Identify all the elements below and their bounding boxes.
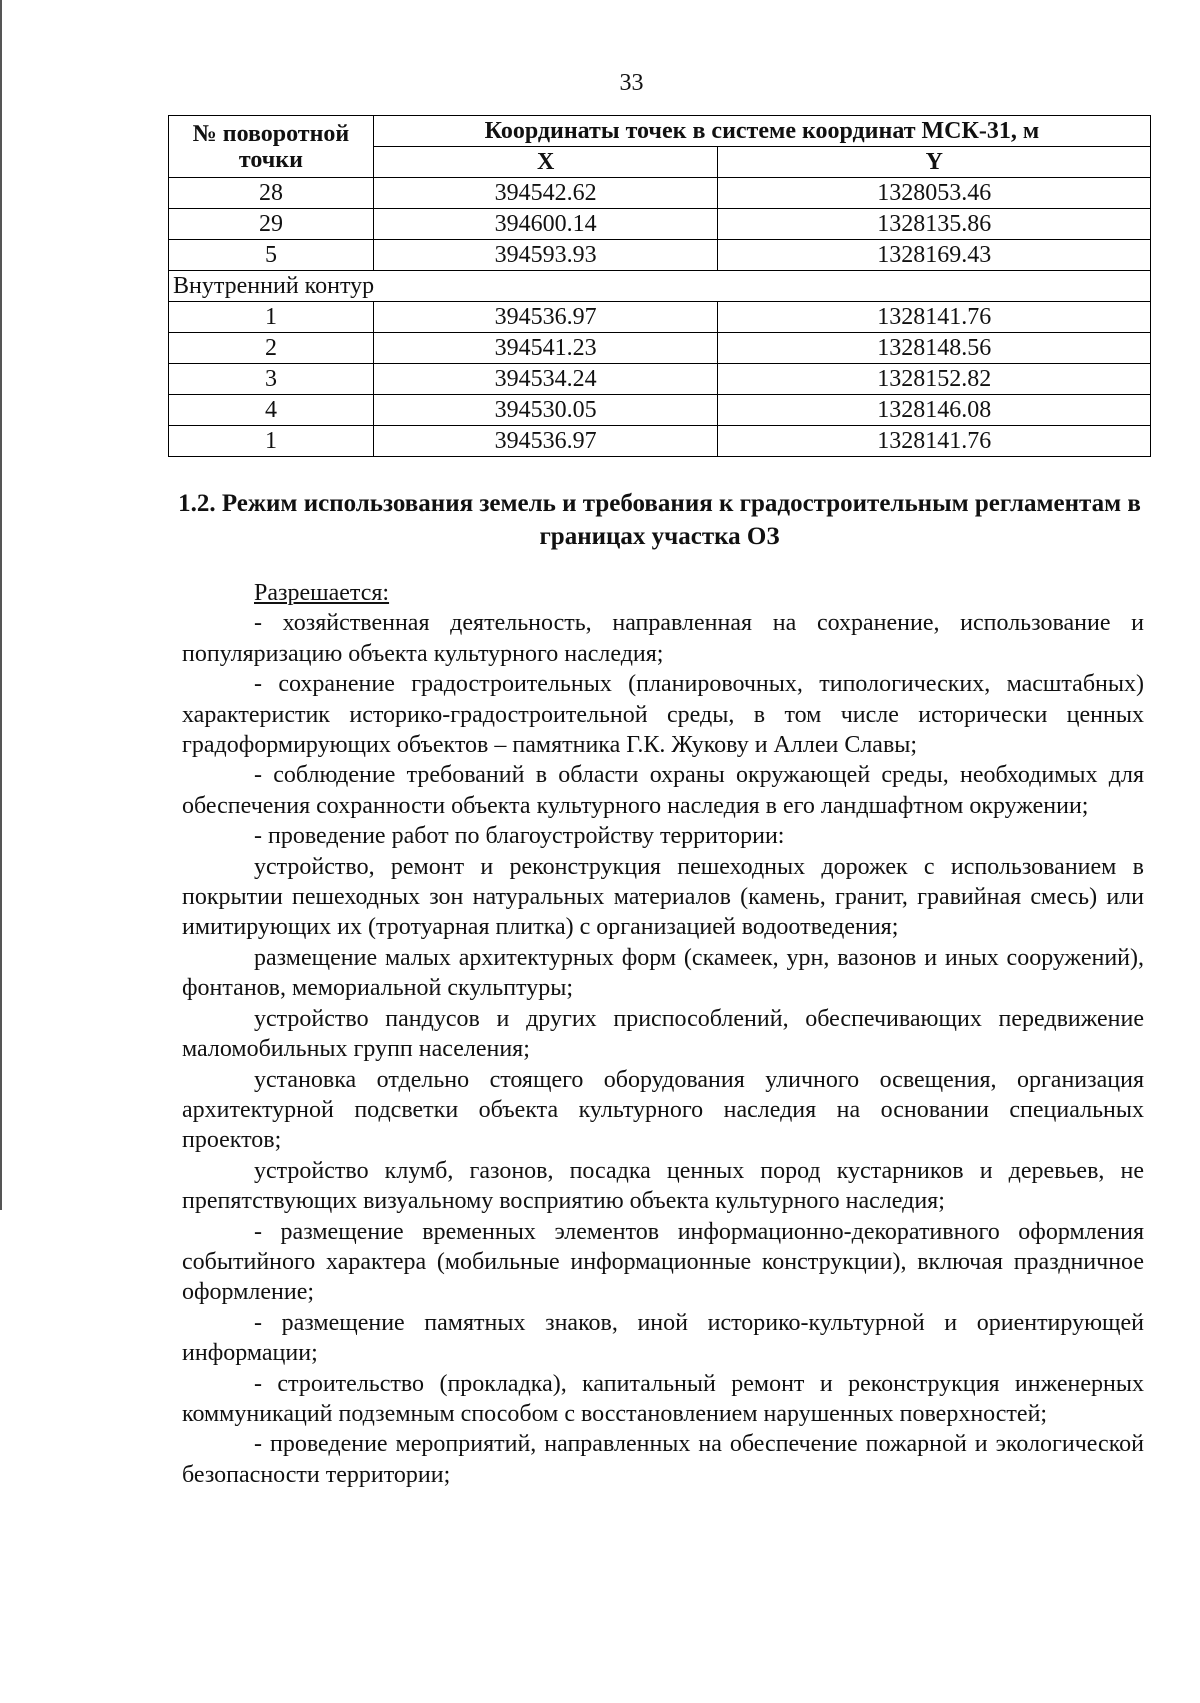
paragraph: - размещение памятных знаков, иной историко-культурной и ориентирующей информации; — [182, 1309, 1144, 1367]
body-text — [182, 578, 1144, 1490]
paragraph: установка отдельно стоящего оборудования уличного освещения, организация архитектурной подсветки объекта культурного наследия на основании специальных проектов; — [182, 1066, 1144, 1154]
table-row — [169, 178, 1151, 209]
paragraph: - хозяйственная деятельность, направленная на сохранение, использование и популяризацию объекта культурного наследия; — [182, 610, 1144, 667]
table-row — [169, 395, 1151, 426]
paragraph: - проведение работ по благоустройству территории: — [254, 823, 785, 850]
paragraph: размещение малых архитектурных форм (скамеек, урн, вазонов и иных сооружений), фонтанов, мемориальной скульптуры; — [182, 944, 1144, 1002]
point-cell: 2 — [169, 333, 374, 364]
table-row — [169, 209, 1151, 240]
scan-edge-line — [0, 0, 2, 1210]
paragraph: - размещение временных элементов информационно-декоративного оформления событийного характера (мобильные информационные конструкции), включая праздничное оформление; — [182, 1218, 1144, 1306]
table-row — [169, 364, 1151, 395]
table-row — [169, 302, 1151, 333]
x-cell: 394593.93 — [373, 240, 718, 271]
point-cell: 3 — [169, 364, 374, 395]
point-cell: 1 — [169, 426, 374, 457]
point-cell: 4 — [169, 395, 374, 426]
x-cell: 394541.23 — [373, 333, 718, 364]
coordinates-table — [168, 115, 1151, 457]
x-cell: 394542.62 — [373, 178, 718, 209]
paragraph: - соблюдение требований в области охраны окружающей среды, необходимых для обеспечения сохранности объекта культурного наследия в его ландшафтном окружении; — [182, 762, 1144, 819]
section-title: 1.2. Режим использования земель и требования к градостроительным регламентам в границах участка ОЗ — [178, 490, 1141, 550]
y-cell: 1328152.82 — [718, 364, 1151, 395]
paragraph: устройство клумб, газонов, посадка ценных пород кустарников и деревьев, не препятствующих визуальному восприятию объекта культурного наследия; — [182, 1157, 1144, 1215]
paragraph: - строительство (прокладка), капитальный ремонт и реконструкция инженерных коммуникаций подземным способом с восстановлением нарушенных поверхностей; — [182, 1370, 1144, 1427]
paragraph: устройство, ремонт и реконструкция пешеходных дорожек с использованием в покрытии пешеходных зон натуральных материалов (камень, гранит, гравийная смесь) или имитирующих их (тротуарная плитка) с организацией водоотведения; — [182, 853, 1144, 941]
y-cell: 1328146.08 — [718, 395, 1151, 426]
page-number: 33 — [619, 70, 644, 96]
inner-contour-row — [169, 271, 1151, 302]
x-cell: 394600.14 — [373, 209, 718, 240]
table-row — [169, 240, 1151, 271]
x-cell: 394536.97 — [373, 302, 718, 333]
header-x: X — [373, 147, 718, 178]
paragraph: устройство пандусов и других приспособлений, обеспечивающих передвижение маломобильных групп населения; — [182, 1005, 1144, 1063]
y-cell: 1328169.43 — [718, 240, 1151, 271]
inner-contour-label: Внутренний контур — [169, 271, 1151, 302]
header-y: Y — [718, 147, 1151, 178]
x-cell: 394536.97 — [373, 426, 718, 457]
point-cell: 28 — [169, 178, 374, 209]
point-cell: 5 — [169, 240, 374, 271]
y-cell: 1328141.76 — [718, 302, 1151, 333]
point-cell: 1 — [169, 302, 374, 333]
x-cell: 394530.05 — [373, 395, 718, 426]
x-cell: 394534.24 — [373, 364, 718, 395]
y-cell: 1328053.46 — [718, 178, 1151, 209]
paragraph: - сохранение градостроительных (планировочных, типологических, масштабных) характеристик историко-градостроительной среды, в том числе исторически ценных градоформирующих объектов – памятника Г.К. Жукову и Аллеи Славы; — [182, 671, 1144, 759]
y-cell: 1328148.56 — [718, 333, 1151, 364]
table-row — [169, 333, 1151, 364]
header-coordinates: Координаты точек в системе координат МСК-31, м — [373, 116, 1150, 147]
point-cell: 29 — [169, 209, 374, 240]
paragraph: - проведение мероприятий, направленных на обеспечение пожарной и экологической безопасности территории; — [182, 1431, 1144, 1488]
y-cell: 1328135.86 — [718, 209, 1151, 240]
intro-label: Разрешается: — [254, 580, 390, 606]
table-row — [169, 426, 1151, 457]
y-cell: 1328141.76 — [718, 426, 1151, 457]
header-point-number: № поворотной точки — [169, 116, 374, 178]
